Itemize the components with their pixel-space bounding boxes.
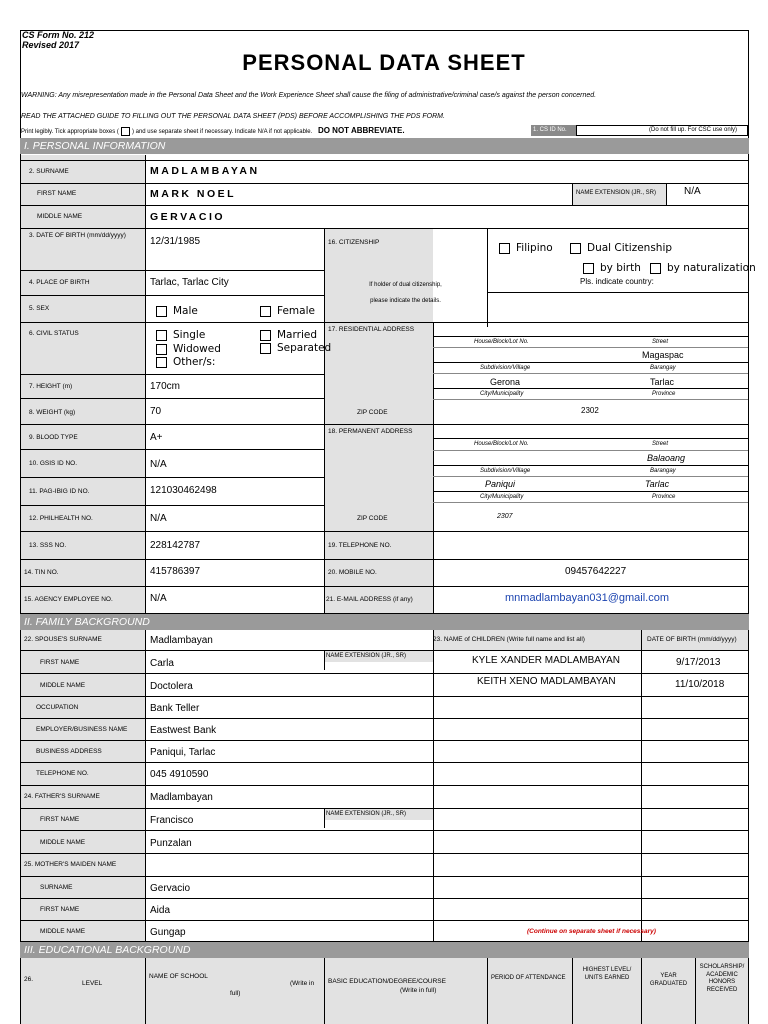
spouse-tel-value[interactable]: 045 4910590 (150, 769, 209, 780)
form-no-text: CS Form No. 212 (22, 30, 95, 40)
perm-subdivision-caption: Subdivision/Village (480, 468, 531, 474)
mother-first-label: FIRST NAME (40, 906, 80, 913)
female-text: Female (277, 305, 315, 317)
res-barangay-value[interactable]: Magaspac (642, 350, 684, 360)
spouse-first-label: FIRST NAME (40, 659, 80, 666)
tick-box-sample (121, 127, 130, 136)
agency-label: 15. AGENCY EMPLOYEE NO. (24, 596, 113, 603)
male-checkbox[interactable] (156, 306, 167, 317)
spouse-surname-label: 22. SPOUSE'S SURNAME (24, 636, 102, 643)
dual-checkbox[interactable] (570, 243, 581, 254)
philhealth-label: 12. PHILHEALTH NO. (29, 515, 93, 522)
res-barangay-caption: Barangay (650, 365, 676, 371)
philhealth-value[interactable]: N/A (150, 513, 167, 524)
others-checkbox[interactable] (156, 357, 167, 368)
surname-value[interactable]: MADLAMBAYAN (150, 165, 260, 177)
education-level-header: LEVEL (82, 980, 103, 987)
spouse-middle-value[interactable]: Doctolera (150, 681, 193, 692)
others-option[interactable] (156, 356, 215, 368)
mother-surname-value[interactable]: Gervacio (150, 883, 191, 894)
children-dob-label: DATE OF BIRTH (mm/dd/yyyy) (647, 636, 737, 643)
male-option[interactable] (156, 305, 198, 317)
widowed-option[interactable] (156, 343, 221, 355)
sex-label: 5. SEX (29, 305, 50, 312)
dual-holder-note: If holder of dual citizenship, (369, 282, 442, 288)
mother-middle-label: MIDDLE NAME (40, 928, 86, 935)
blood-type-label: 9. BLOOD TYPE (29, 434, 78, 441)
pagibig-label: 11. PAG-IBIG ID NO. (29, 488, 90, 495)
business-address-label: BUSINESS ADDRESS (36, 748, 102, 755)
child-1-name[interactable]: KYLE XANDER MADLAMBAYAN (472, 655, 621, 666)
school-write-in: (Write in (290, 980, 315, 987)
weight-value[interactable]: 70 (150, 406, 162, 417)
first-name-value[interactable]: MARK NOEL (150, 188, 237, 200)
residential-address-label: 17. RESIDENTIAL ADDRESS (328, 326, 415, 333)
res-subdivision-caption: Subdivision/Village (480, 365, 531, 371)
dual-citizenship-option[interactable] (570, 242, 672, 254)
perm-zipcode-label: ZIP CODE (357, 515, 388, 522)
mother-label: 25. MOTHER'S MAIDEN NAME (24, 861, 117, 868)
print-legibly-b: ) and use separate sheet if necessary. Indicate N/A if not applicable. (131, 129, 313, 135)
res-street-caption: Street (652, 339, 669, 345)
res-province-caption: Province (652, 391, 676, 397)
occupation-label: OCCUPATION (36, 704, 79, 711)
res-house-lot-caption: House/Block/Lot No. (474, 339, 529, 345)
spouse-surname-value[interactable]: Madlambayan (150, 635, 213, 646)
res-zipcode-value[interactable]: 2302 (581, 406, 599, 415)
school-full: full) (230, 990, 241, 997)
honors-header: SCHOLARSHIP/ ACADEMIC HONORS RECEIVED (699, 964, 745, 993)
occupation-value[interactable]: Bank Teller (150, 703, 200, 714)
dual-text: Dual Citizenship (587, 242, 673, 254)
tin-label: 14. TIN NO. (24, 569, 59, 576)
widowed-text: Widowed (173, 343, 221, 355)
employer-value[interactable]: Eastwest Bank (150, 725, 217, 736)
page-title: PERSONAL DATA SHEET (242, 50, 526, 75)
father-surname-label: 24. FATHER'S SURNAME (24, 793, 100, 800)
dob-label: 3. DATE OF BIRTH (mm/dd/yyyy) (29, 232, 126, 239)
children-label: 23. NAME of CHILDREN (Write full name and list all) (433, 636, 585, 643)
by-birth-option[interactable] (583, 262, 641, 274)
pob-label: 4. PLACE OF BIRTH (29, 279, 90, 286)
pagibig-value[interactable]: 121030462498 (150, 485, 217, 496)
single-option[interactable] (156, 329, 205, 341)
spouse-tel-label: TELEPHONE NO. (36, 770, 89, 777)
education-number: 26. (24, 976, 34, 983)
sss-value[interactable]: 228142787 (150, 540, 201, 551)
perm-street-caption: Street (652, 441, 669, 447)
degree-header: BASIC EDUCATION/DEGREE/COURSE (328, 978, 446, 985)
by-birth-checkbox[interactable] (583, 263, 594, 274)
employer-label: EMPLOYER/BUSINESS NAME (36, 726, 128, 733)
agency-value[interactable]: N/A (150, 593, 167, 604)
father-surname-value[interactable]: Madlambayan (150, 792, 213, 803)
single-checkbox[interactable] (156, 330, 167, 341)
separated-text: Separated (277, 342, 332, 354)
permanent-address-label: 18. PERMANENT ADDRESS (328, 428, 413, 435)
section-personal-information: I. PERSONAL INFORMATION (20, 138, 749, 154)
child-1-dob[interactable]: 9/17/2013 (676, 657, 721, 668)
email-label: 21. E-MAIL ADDRESS (if any) (326, 596, 413, 603)
by-naturalization-checkbox[interactable] (650, 263, 661, 274)
read-guide-text: READ THE ATTACHED GUIDE TO FILLING OUT THE PERSONAL DATA SHEET (PDS) BEFORE ACCOMPLISHING THE PDS FORM. (21, 113, 445, 120)
business-address-value[interactable]: Paniqui, Tarlac (150, 747, 216, 758)
filipino-option[interactable] (499, 242, 553, 254)
separated-checkbox[interactable] (260, 343, 271, 354)
spouse-first-value[interactable]: Carla (150, 658, 174, 669)
child-2-dob[interactable]: 11/10/2018 (675, 679, 725, 690)
section-educational-background: III. EDUCATIONAL BACKGROUND (20, 942, 749, 958)
first-name-label: FIRST NAME (37, 190, 77, 197)
res-zipcode-label: ZIP CODE (357, 409, 388, 416)
revised-text: Revised 2017 (22, 40, 80, 50)
mother-surname-label: SURNAME (40, 884, 73, 891)
school-name-header: NAME OF SCHOOL (149, 973, 208, 980)
married-text: Married (277, 329, 317, 341)
res-province-value[interactable]: Tarlac (650, 377, 675, 387)
citizenship-label: 16. CITIZENSHIP (328, 239, 380, 246)
others-text: Other/s: (173, 356, 216, 368)
blood-type-value[interactable]: A+ (150, 432, 163, 443)
middle-name-label: MIDDLE NAME (37, 213, 83, 220)
perm-barangay-value[interactable]: Balaoang (647, 453, 686, 463)
mother-middle-value[interactable]: Gungap (150, 927, 186, 938)
print-legibly-line (21, 126, 405, 136)
name-ext-value[interactable]: N/A (684, 186, 701, 197)
father-first-value[interactable]: Francisco (150, 815, 194, 826)
dob-value[interactable]: 12/31/1985 (150, 236, 201, 247)
single-text: Single (173, 329, 206, 341)
indicate-country: Pls. indicate country: (580, 277, 654, 286)
do-not-abbreviate: DO NOT ABBREVIATE. (317, 126, 405, 135)
res-city-value[interactable]: Gerona (490, 377, 521, 387)
highest-level-header: HIGHEST LEVEL/ UNITS EARNED (582, 967, 632, 981)
telephone-label: 19. TELEPHONE NO. (328, 542, 392, 549)
perm-house-lot-caption: House/Block/Lot No. (474, 441, 529, 447)
surname-label: 2. SURNAME (29, 168, 69, 175)
section-family-background: II. FAMILY BACKGROUND (20, 614, 749, 630)
period-header: PERIOD OF ATTENDANCE (491, 975, 566, 981)
civil-status-label: 6. CIVIL STATUS (29, 330, 79, 337)
child-2-name[interactable]: KEITH XENO MADLAMBAYAN (477, 676, 616, 687)
by-naturalization-option[interactable] (650, 262, 756, 274)
female-checkbox[interactable] (260, 306, 271, 317)
filipino-text: Filipino (516, 242, 553, 254)
father-middle-value[interactable]: Punzalan (150, 838, 192, 849)
height-label: 7. HEIGHT (m) (29, 383, 73, 390)
cs-id-label: 1. CS ID No. (533, 127, 567, 133)
by-birth-text: by birth (600, 262, 641, 274)
widowed-checkbox[interactable] (156, 344, 167, 355)
height-value[interactable]: 170cm (150, 381, 181, 392)
mother-first-value[interactable]: Aida (150, 905, 171, 916)
tin-value[interactable]: 415786397 (150, 566, 201, 577)
weight-label: 8. WEIGHT (kg) (29, 409, 76, 416)
mobile-value[interactable]: 09457642227 (565, 566, 627, 577)
female-option[interactable] (260, 305, 315, 317)
degree-write-full: (Write in full) (400, 987, 437, 994)
perm-barangay-caption: Barangay (650, 468, 676, 474)
father-middle-label: MIDDLE NAME (40, 839, 86, 846)
perm-province-caption: Province (652, 494, 676, 500)
indicate-details-note: please indicate the details. (370, 298, 441, 304)
by-naturalization-text: by naturalization (667, 262, 756, 274)
perm-city-caption: City/Municipality (480, 494, 524, 500)
perm-zipcode-value[interactable]: 2307 (497, 513, 513, 520)
spouse-middle-label: MIDDLE NAME (40, 682, 86, 689)
male-text: Male (173, 305, 198, 317)
year-graduated-header: YEAR GRADUATED (649, 973, 688, 987)
father-first-label: FIRST NAME (40, 816, 80, 823)
father-ext-label: NAME EXTENSION (JR., SR) (326, 811, 407, 817)
gsis-value[interactable]: N/A (150, 459, 167, 470)
married-checkbox[interactable] (260, 330, 271, 341)
spouse-ext-label: NAME EXTENSION (JR., SR) (326, 653, 407, 659)
pob-value[interactable]: Tarlac, Tarlac City (150, 277, 229, 288)
perm-city-value[interactable]: Paniqui (485, 479, 516, 489)
gsis-label: 10. GSIS ID NO. (29, 460, 78, 467)
res-city-caption: City/Municipality (480, 391, 524, 397)
continue-note: (Continue on separate sheet if necessary) (527, 928, 656, 935)
married-option[interactable] (260, 329, 317, 341)
filipino-checkbox[interactable] (499, 243, 510, 254)
separated-option[interactable] (260, 342, 331, 354)
middle-name-value[interactable]: GERVACIO (150, 211, 226, 223)
csc-use-note: (Do not fill up. For CSC use only) (649, 127, 738, 133)
address-label-bg (324, 322, 433, 531)
sss-label: 13. SSS NO. (29, 542, 67, 549)
warning-text: WARNING: Any misrepresentation made in the Personal Data Sheet and the Work Experience Sheet shall cause the filing of administrative/criminal case/s against the person concerned. (21, 92, 597, 99)
mobile-label: 20. MOBILE NO. (328, 569, 377, 576)
print-legibly-a: Print legibly. Tick appropriate boxes ( (21, 129, 119, 135)
perm-province-value[interactable]: Tarlac (645, 479, 670, 489)
name-ext-label: NAME EXTENSION (JR., SR) (576, 190, 657, 196)
email-value[interactable]: mnmadlambayan031@gmail.com (505, 592, 670, 604)
